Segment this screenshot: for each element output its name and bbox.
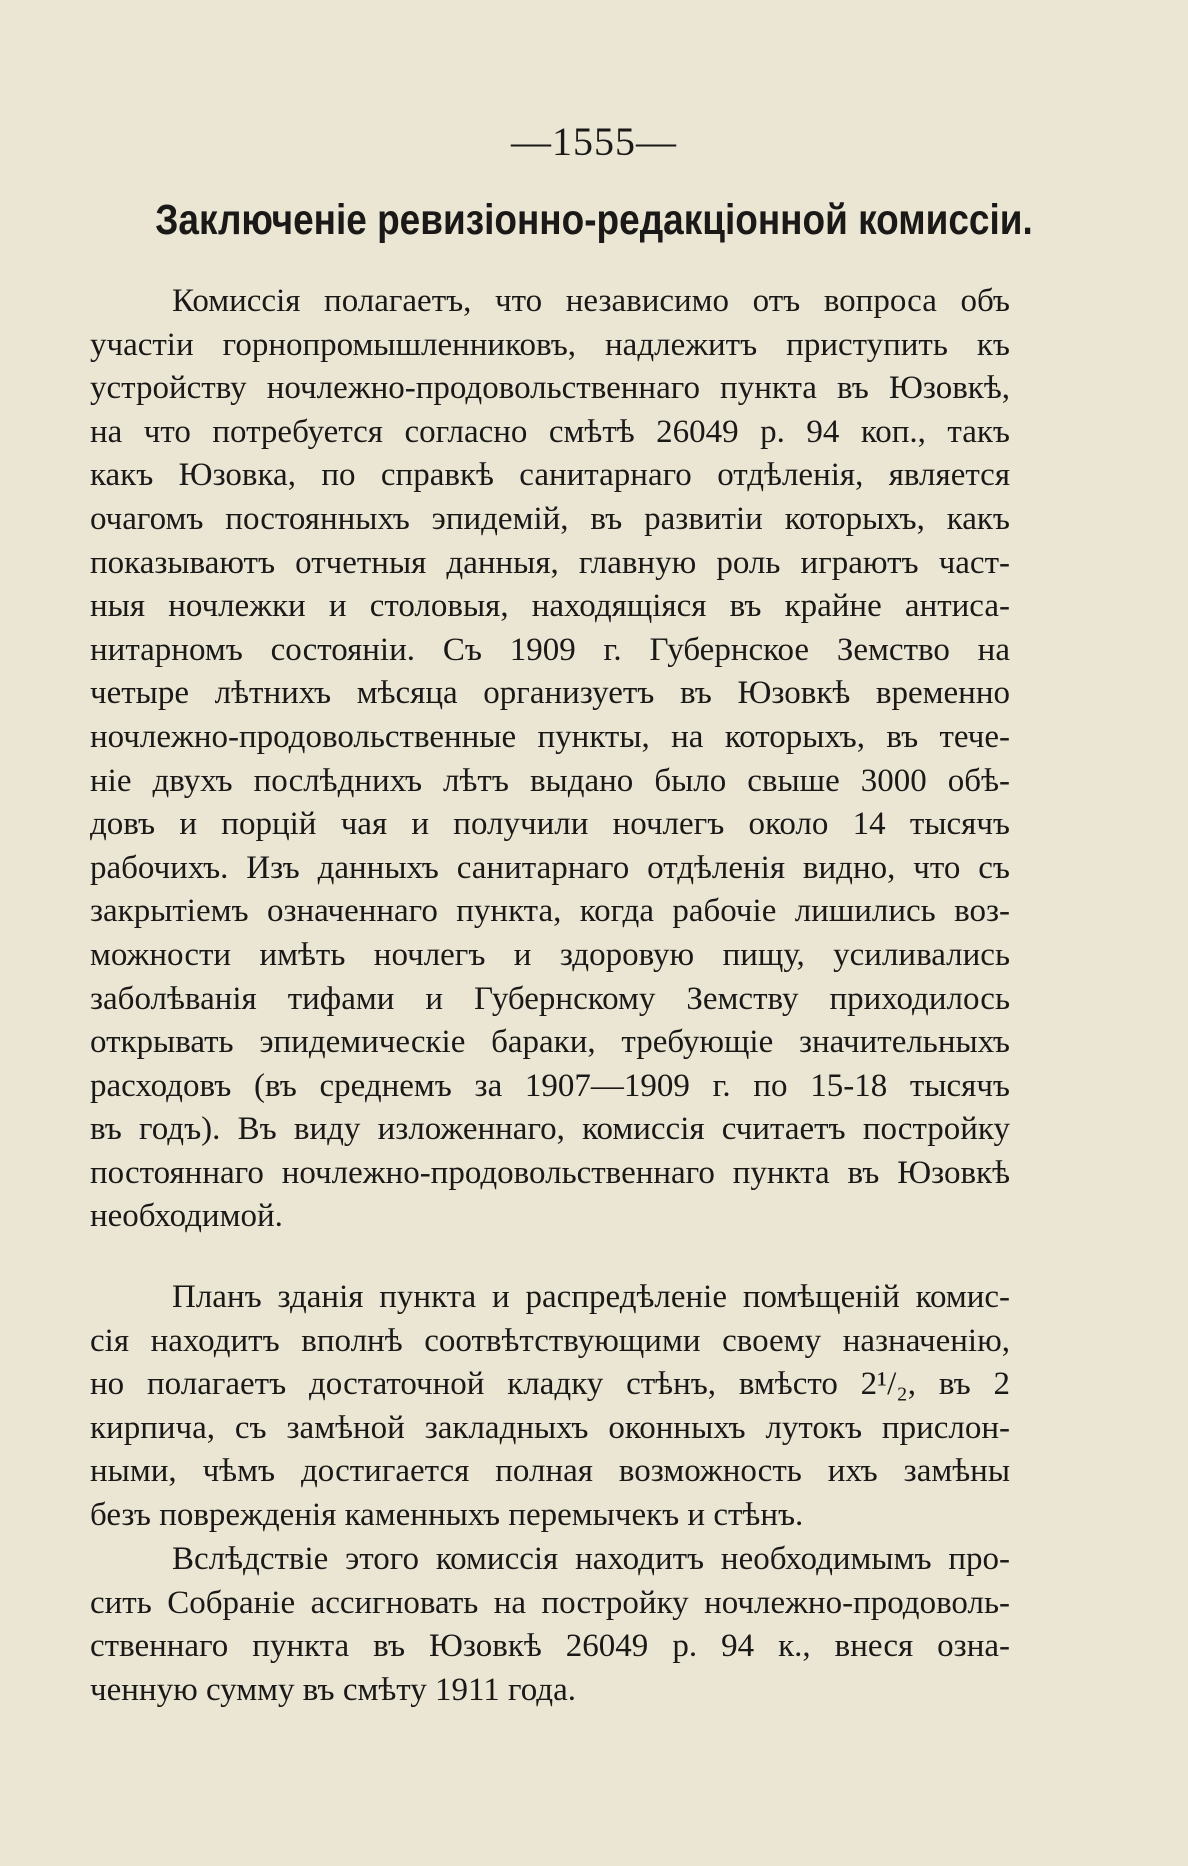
text-line: открывать эпидемическіе бараки, требующіе значительныхъ — [90, 1024, 1010, 1061]
text-line: заболѣванія тифами и Губернскому Земству приходилось — [90, 980, 1010, 1017]
text-line: нитарномъ состояніи. Съ 1909 г. Губернское Земство на — [90, 631, 1010, 668]
text-line: довъ и порцій чая и получили ночлегъ около 14 тысячъ — [90, 806, 1010, 843]
text-line: рабочихъ. Изъ данныхъ санитарнаго отдѣленія видно, что съ — [90, 849, 1010, 886]
text-line: сія находитъ вполнѣ соотвѣтствующими своему назначенію, — [90, 1322, 1010, 1359]
paragraph-3 — [90, 1538, 1010, 1712]
text-line: на что потребуется согласно смѣтѣ 26049 р. 94 коп., такъ — [90, 413, 1010, 450]
text-line: очагомъ постоянныхъ эпидемій, въ развитіи которыхъ, какъ — [90, 500, 1010, 537]
text-line: какъ Юзовка, по справкѣ санитарнаго отдѣленія, является — [90, 457, 1010, 494]
text-line: показываютъ отчетныя данныя, главную роль играютъ част- — [90, 544, 1010, 581]
text-line: безъ поврежденія каменныхъ перемычекъ и стѣнъ. — [90, 1496, 804, 1533]
text-line: сить Собраніе ассигновать на постройку ночлежно-продоволь- — [90, 1584, 1010, 1621]
text-line: Планъ зданія пункта и распредѣленіе помѣщеній комис- — [172, 1279, 1010, 1315]
text-line: ніе двухъ послѣднихъ лѣтъ выдано было свыше 3000 обѣ- — [90, 762, 1010, 799]
text-line: но полагаетъ достаточной кладку стѣнъ, вмѣсто 2¹/₂, въ 2 — [90, 1366, 1010, 1403]
text-line: устройству ночлежно-продовольственнаго пункта въ Юзовкѣ, — [90, 370, 1010, 407]
text-line: ственнаго пункта въ Юзовкѣ 26049 р. 94 к., внеся озна- — [90, 1628, 1010, 1665]
text-line: ныя ночлежки и столовыя, находящіяся въ крайне антиса- — [90, 588, 1010, 625]
paragraph-1 — [90, 280, 1010, 1239]
text-line: расходовъ (въ среднемъ за 1907—1909 г. по 15-18 тысячъ — [90, 1067, 1010, 1104]
text-line: необходимой. — [90, 1198, 283, 1235]
document-title: Заключеніе ревизіонно-редакціонной комиссіи. — [155, 196, 1033, 244]
text-line: ночлежно-продовольственные пункты, на которыхъ, въ тече- — [90, 718, 1010, 755]
text-line: ченную сумму въ смѣту 1911 года. — [90, 1671, 576, 1708]
text-line: четыре лѣтнихъ мѣсяца организуетъ въ Юзовкѣ временно — [90, 675, 1010, 712]
text-line: кирпича, съ замѣной закладныхъ оконныхъ лутокъ прислон- — [90, 1409, 1010, 1446]
text-line: закрытіемъ означеннаго пункта, когда рабочіе лишились воз- — [90, 893, 1010, 930]
text-line: участіи горнопромышленниковъ, надлежитъ приступить къ — [90, 326, 1010, 363]
page-number: —1555— — [511, 119, 677, 164]
text-line: можности имѣть ночлегъ и здоровую пищу, усиливались — [90, 936, 1010, 973]
text-line: въ годъ). Въ виду изложеннаго, комиссія считаетъ постройку — [90, 1111, 1010, 1148]
text-line: ными, чѣмъ достигается полная возможность ихъ замѣны — [90, 1453, 1010, 1490]
text-line: Комиссія полагаетъ, что независимо отъ вопроса объ — [172, 283, 1010, 319]
text-line: Вслѣдствіе этого комиссія находитъ необходимымъ про- — [172, 1541, 1010, 1577]
text-line: постояннаго ночлежно-продовольственнаго пункта въ Юзовкѣ — [90, 1154, 1010, 1191]
paragraph-2 — [90, 1276, 1010, 1538]
